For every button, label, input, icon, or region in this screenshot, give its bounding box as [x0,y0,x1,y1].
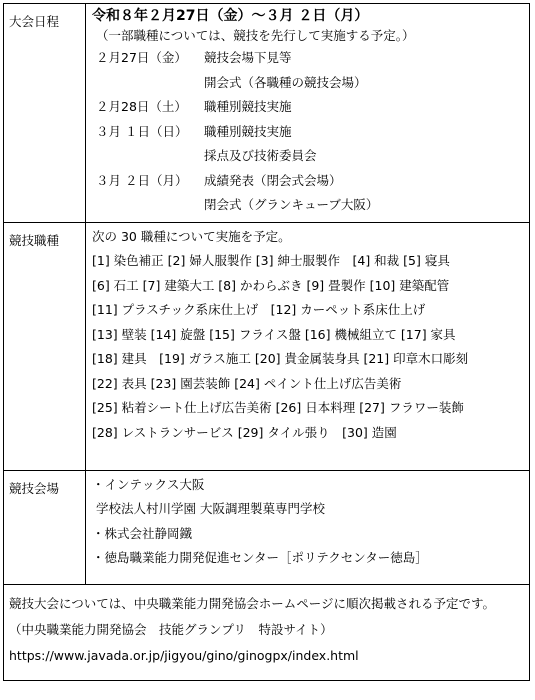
schedule-activity: 開会式（各職種の競技会場） [204,74,367,90]
venues-row [4,470,530,584]
trades-line: [13] 壁装 [14] 旋盤 [15] フライス盤 [16] 機械組立て [17] 家具 [92,326,456,342]
trades-line: [22] 表具 [23] 園芸装飾 [24] ペイント仕上げ広告美術 [92,375,402,391]
trades-line: [28] レストランサービス [29] タイル張り [30] 造園 [92,424,397,440]
schedule-date: ２月28日（土） [96,99,187,114]
schedule-date: ３月 １日（日） [96,123,188,139]
trades-label: 競技職種 [4,222,86,470]
footer-content [4,584,530,680]
schedule-item [92,144,529,169]
schedule-date: ２月27日（金） [96,50,187,65]
trades-line: [6] 石工 [7] 建築大工 [8] かわらぶき [9] 畳製作 [10] 建築配管 [92,277,450,293]
schedule-item [92,71,529,96]
schedule-item [92,193,529,218]
schedule-item [92,95,529,120]
schedule-date [96,144,204,169]
event-info-table [3,3,530,681]
schedule-activity: 成績発表（閉会式会場） [204,172,342,188]
venue-line: ・株式会社静岡鐵 [92,525,193,541]
schedule-activity: 職種別競技実施 [204,123,292,139]
schedule-item [92,120,529,145]
schedule-label: 大会日程 [4,4,86,223]
venue-line: ・徳島職業能力開発促進センター［ポリテクセンター徳島］ [92,550,428,565]
schedule-row [4,4,530,223]
schedule-activity: 職種別競技実施 [204,99,292,114]
footer-site-name: （中央職業能力開発協会 技能グランプリ 特設サイト） [9,621,333,637]
schedule-activity: 閉会式（グランキューブ大阪） [204,197,379,212]
footer-url[interactable]: https://www.javada.or.jp/jigyou/gino/ginogpx/index.html [9,647,359,663]
schedule-activity: 採点及び技術委員会 [204,148,317,163]
trades-intro: 次の 30 職種について実施を予定。 [92,228,291,244]
schedule-content [86,4,530,223]
venue-line: 学校法人村川学園 大阪調理製菓専門学校 [96,501,325,516]
footer-notice: 競技大会については、中央職業能力開発協会ホームページに順次掲載される予定です。 [9,595,496,611]
trades-content [86,222,530,470]
venues-content [86,470,530,584]
venue-line: ・インテックス大阪 [92,476,205,492]
schedule-activity: 競技会場下見等 [204,50,292,65]
schedule-note: （一部職種については、競技を先行して実施する予定。） [96,28,415,43]
trades-line: [1] 染色補正 [2] 婦人服製作 [3] 紳士服製作 [4] 和裁 [5] 寝具 [92,253,450,268]
footer-row [4,584,530,680]
trades-line: [11] プラスチック系床仕上げ [12] カーペット系床仕上げ [92,302,426,317]
trades-line: [18] 建具 [19] ガラス施工 [20] 貴金属装身具 [21] 印章木口彫刻 [92,351,469,366]
trades-line: [25] 粘着シート仕上げ広告美術 [26] 日本料理 [27] フラワー装飾 [92,400,464,415]
schedule-date: ３月 ２日（月） [96,172,188,188]
event-date-range: 令和８年２月27日（金）～３月 ２日（月） [92,8,369,24]
schedule-date [96,193,204,218]
schedule-date [96,71,204,96]
schedule-item [92,46,529,71]
schedule-item [92,169,529,194]
venues-label: 競技会場 [4,470,86,584]
trades-row [4,222,530,470]
